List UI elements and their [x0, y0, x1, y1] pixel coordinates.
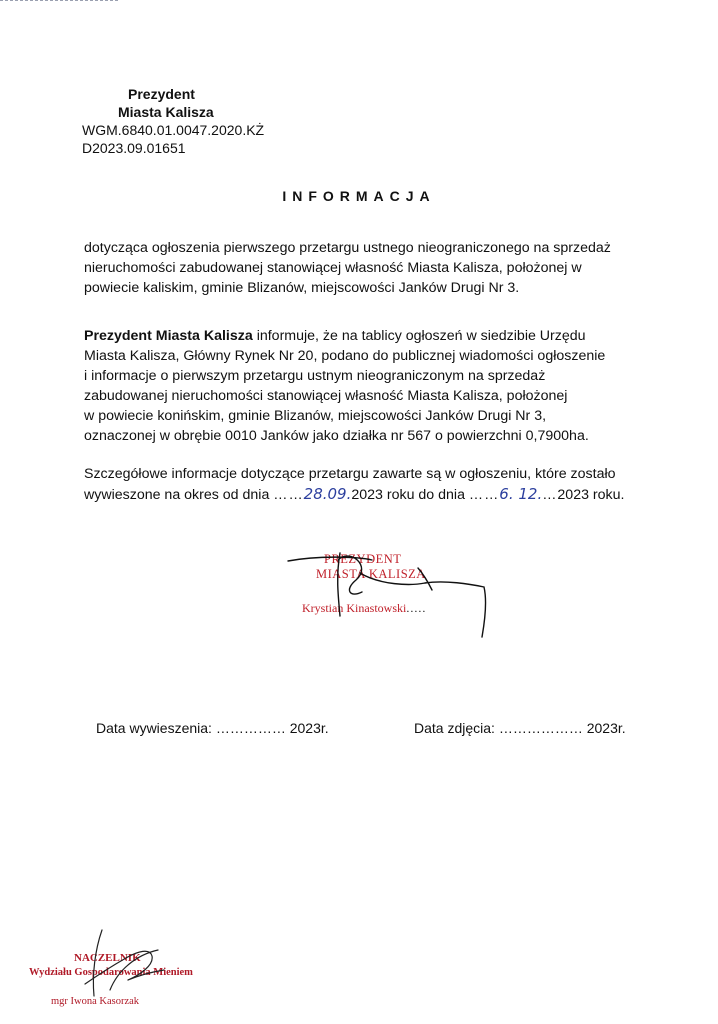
announcement-lead-rest: informuje, że na tablicy ogłoszeń w siedzibie Urzędu [252, 328, 586, 344]
date-to-handwritten: 6. 12. [499, 485, 543, 503]
posting-date-field: Data wywieszenia: …………… 2023r. [96, 720, 329, 736]
date-dots: … [542, 487, 558, 503]
intro-line: powiecie kaliskim, gminie Blizanów, miejscowości Janków Drugi Nr 3. [84, 280, 520, 296]
announcement-line: w powiecie konińskim, gminie Blizanów, miejscowości Janków Drugi Nr 3, [84, 408, 547, 424]
president-stamp-title: PREZYDENT [324, 552, 402, 566]
announcement-lead: Prezydent Miasta Kalisza [84, 328, 253, 344]
intro-line: dotycząca ogłoszenia pierwszego przetargu ustnego nieograniczonego na sprzedaż [84, 240, 611, 256]
announcement-line: Miasta Kalisza, Główny Rynek Nr 20, podano do publicznej wiadomości ogłoszenie [84, 348, 606, 364]
date-dots: …… [273, 487, 304, 503]
intro-line: nieruchomości zabudowanej stanowiącej własność Miasta Kalisza, położonej w [84, 260, 582, 276]
announcement-line: oznaczonej w obrębie 0010 Janków jako działka nr 567 o powierzchni 0,7900ha. [84, 428, 589, 444]
details-line: Szczegółowe informacje dotyczące przetargu zawarte są w ogłoszeniu, które zostało [84, 466, 616, 482]
office-stamp-department: Wydziału Gospodarowania Mieniem [29, 967, 193, 978]
issuer-city: Miasta Kalisza [118, 104, 214, 120]
removal-date-field: Data zdjęcia: ……………… 2023r. [414, 720, 626, 736]
period-end: 2023 roku. [557, 487, 625, 503]
period-label: wywieszone na okres od dnia [84, 487, 274, 503]
date-from-handwritten: 28.09. [303, 485, 352, 503]
period-middle: 2023 roku do dnia [351, 487, 469, 503]
document-reference: D2023.09.01651 [82, 140, 186, 156]
document-title: INFORMACJA [282, 188, 436, 204]
announcement-line: zabudowanej nieruchomości stanowiącej własność Miasta Kalisza, położonej [84, 388, 568, 404]
office-stamp-title: NACZELNIK [74, 952, 141, 964]
office-stamp-name: mgr Iwona Kasorzak [51, 996, 140, 1007]
issuer-title: Prezydent [128, 86, 195, 102]
president-name: Krystian Kinastowski [302, 601, 407, 615]
signature-dots: ..... [406, 601, 427, 615]
date-dots: …… [468, 487, 500, 503]
case-reference: WGM.6840.01.0047.2020.KŻ [82, 122, 265, 138]
president-stamp-city: MIASTA KALISZA [316, 567, 426, 581]
announcement-line: i informacje o pierwszym przetargu ustnym nieograniczonym na sprzedaż [84, 368, 546, 384]
